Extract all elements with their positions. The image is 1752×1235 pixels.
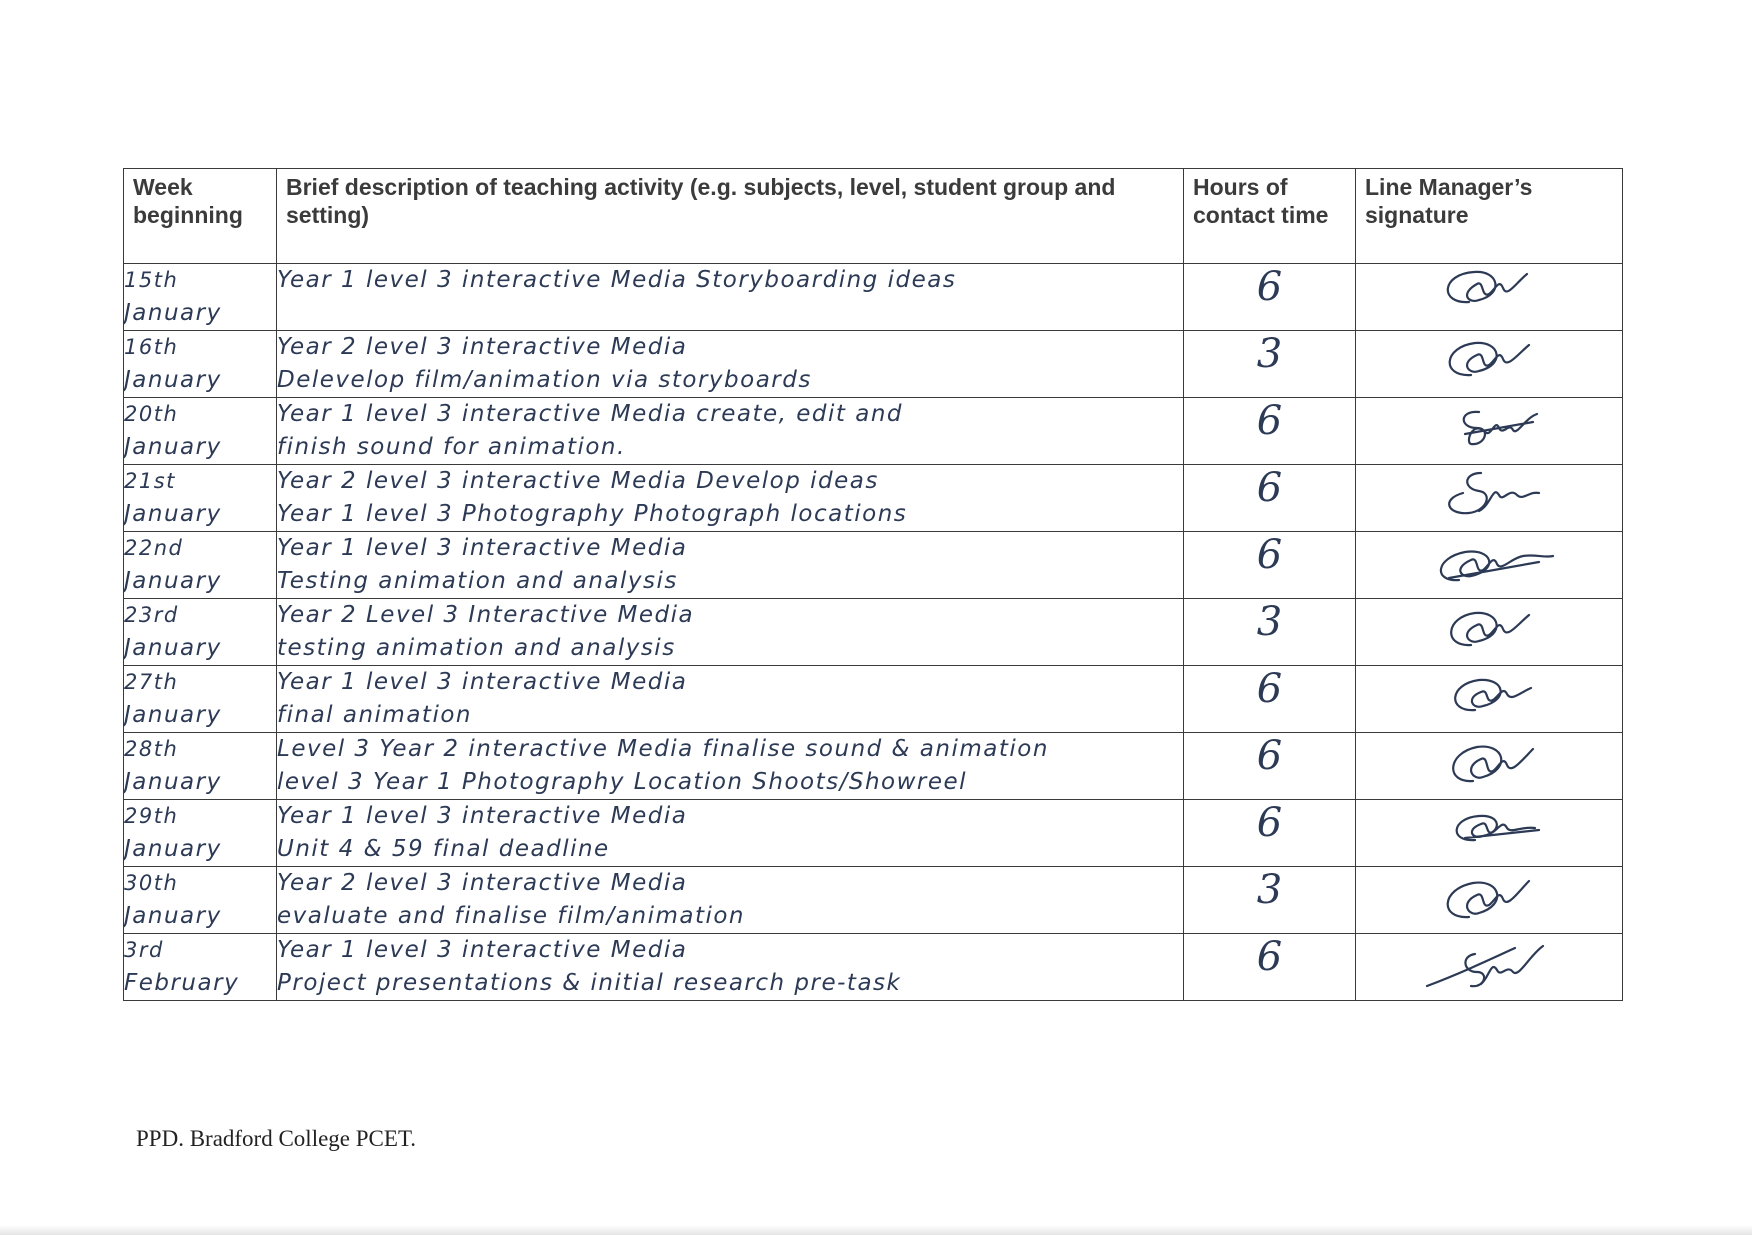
handwritten-signature [1419, 934, 1559, 996]
table-row [124, 934, 1623, 1001]
handwritten-signature [1429, 264, 1549, 326]
hours-cell: 3 [1184, 331, 1356, 398]
week-cell: 28th January [124, 733, 277, 800]
week-cell: 15th January [124, 264, 277, 331]
hours-cell: 6 [1184, 532, 1356, 599]
table-row [124, 599, 1623, 666]
header-week-beginning: Week beginning [124, 169, 277, 264]
signature-cell [1356, 733, 1623, 800]
handwritten-signature [1429, 733, 1549, 795]
signature-cell [1356, 532, 1623, 599]
week-cell: 3rd February [124, 934, 277, 1001]
table-row [124, 331, 1623, 398]
description-cell: Year 1 level 3 interactive Media create, edit and finish sound for animation. [277, 398, 1184, 465]
footer-text: PPD. Bradford College PCET. [136, 1126, 417, 1151]
handwritten-signature [1419, 532, 1559, 594]
description-cell: Year 2 level 3 interactive Media Develop ideas Year 1 level 3 Photography Photograph locations [277, 465, 1184, 532]
handwritten-signature [1429, 331, 1549, 393]
hours-cell: 6 [1184, 733, 1356, 800]
week-cell: 29th January [124, 800, 277, 867]
week-cell: 20th January [124, 398, 277, 465]
handwritten-signature [1429, 800, 1549, 862]
description-cell: Year 2 level 3 interactive Media Delevelop film/animation via storyboards [277, 331, 1184, 398]
header-description: Brief description of teaching activity (e.g. subjects, level, student group and setting) [277, 169, 1184, 264]
header-hours: Hours of contact time [1184, 169, 1356, 264]
signature-cell [1356, 666, 1623, 733]
scan-edge [0, 1225, 1752, 1235]
signature-cell [1356, 331, 1623, 398]
week-cell: 27th January [124, 666, 277, 733]
hours-cell: 6 [1184, 800, 1356, 867]
handwritten-signature [1429, 599, 1549, 661]
hours-cell: 6 [1184, 398, 1356, 465]
table-row [124, 532, 1623, 599]
signature-cell [1356, 599, 1623, 666]
hours-cell: 3 [1184, 599, 1356, 666]
teaching-log-table [123, 168, 1623, 1001]
table-row [124, 465, 1623, 532]
description-cell: Year 2 level 3 interactive Media evaluate and finalise film/animation [277, 867, 1184, 934]
table-row [124, 398, 1623, 465]
hours-cell: 6 [1184, 934, 1356, 1001]
handwritten-signature [1429, 867, 1549, 929]
week-cell: 30th January [124, 867, 277, 934]
description-cell: Year 2 Level 3 Interactive Media testing animation and analysis [277, 599, 1184, 666]
table-row [124, 264, 1623, 331]
signature-cell [1356, 867, 1623, 934]
handwritten-signature [1429, 398, 1549, 460]
description-cell: Year 1 level 3 interactive Media Unit 4 & 59 final deadline [277, 800, 1184, 867]
header-signature: Line Manager’s signature [1356, 169, 1623, 264]
header-row [124, 169, 1623, 264]
week-cell: 23rd January [124, 599, 277, 666]
description-cell: Year 1 level 3 interactive Media final animation [277, 666, 1184, 733]
week-cell: 16th January [124, 331, 277, 398]
hours-cell: 6 [1184, 666, 1356, 733]
description-cell: Year 1 level 3 interactive Media Storyboarding ideas [277, 264, 1184, 331]
signature-cell [1356, 264, 1623, 331]
week-cell: 21st January [124, 465, 277, 532]
handwritten-signature [1429, 465, 1549, 527]
hours-cell: 3 [1184, 867, 1356, 934]
week-cell: 22nd January [124, 532, 277, 599]
signature-cell [1356, 800, 1623, 867]
handwritten-signature [1429, 666, 1549, 728]
description-cell: Year 1 level 3 interactive Media Project presentations & initial research pre-task [277, 934, 1184, 1001]
hours-cell: 6 [1184, 465, 1356, 532]
description-cell: Level 3 Year 2 interactive Media finalise sound & animation level 3 Year 1 Photography Location Shoots/Showreel [277, 733, 1184, 800]
table-row [124, 800, 1623, 867]
table-row [124, 867, 1623, 934]
description-cell: Year 1 level 3 interactive Media Testing animation and analysis [277, 532, 1184, 599]
table-row [124, 733, 1623, 800]
hours-cell: 6 [1184, 264, 1356, 331]
signature-cell [1356, 465, 1623, 532]
signature-cell [1356, 398, 1623, 465]
table-row [124, 666, 1623, 733]
signature-cell [1356, 934, 1623, 1001]
